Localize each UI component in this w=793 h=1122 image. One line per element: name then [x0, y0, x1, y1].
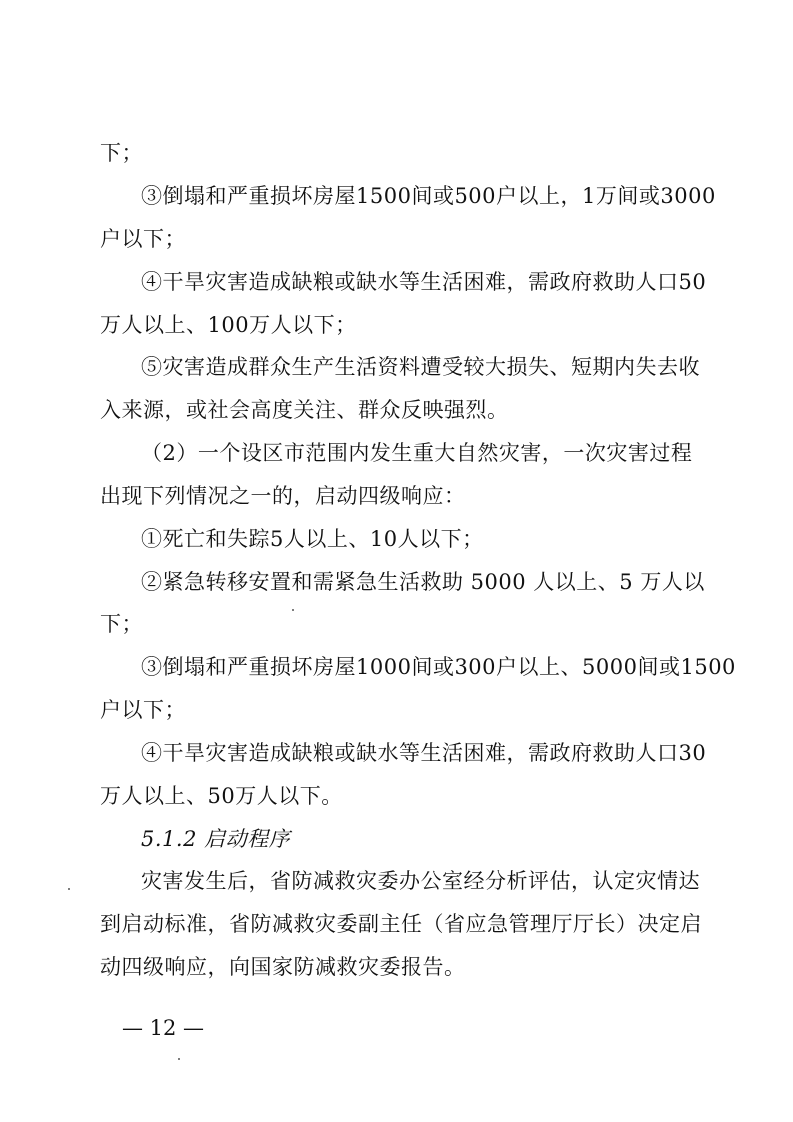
- list-item-line: ④干旱灾害造成缺粮或缺水等生活困难，需政府救助人口30: [141, 741, 707, 765]
- text-line: 万人以上、50万人以下。: [100, 784, 343, 808]
- text-line: 到启动标准，省防减救灾委副主任（省应急管理厅厅长）决定启: [100, 912, 702, 936]
- text-line: 出现下列情况之一的，启动四级响应：: [100, 484, 466, 508]
- text-line: 户以下；: [100, 698, 186, 722]
- text-line: 入来源，或社会高度关注、群众反映强烈。: [100, 398, 509, 422]
- list-item-line: ③倒塌和严重损坏房屋1000间或300户以上、5000间或1500: [141, 655, 736, 679]
- text-line: 下；: [100, 141, 143, 165]
- text-line: 万人以上、100万人以下；: [100, 313, 357, 337]
- list-item-line: ③倒塌和严重损坏房屋1500间或500户以上，1万间或3000: [141, 184, 716, 208]
- scan-speck: [292, 609, 294, 611]
- paragraph-line: （2）一个设区市范围内发生重大自然灾害，一次灾害过程: [141, 441, 693, 465]
- list-item-line: ④干旱灾害造成缺粮或缺水等生活困难，需政府救助人口50: [141, 270, 707, 294]
- text-line: 下；: [100, 612, 143, 636]
- list-item-line: ①死亡和失踪5人以上、10人以下；: [141, 527, 484, 551]
- list-item-line: ⑤灾害造成群众生产生活资料遭受较大损失、短期内失去收: [141, 355, 700, 379]
- text-line: 户以下；: [100, 227, 186, 251]
- text-line: 动四级响应，向国家防减救灾委报告。: [100, 955, 466, 979]
- scan-speck: [178, 1058, 180, 1060]
- section-heading: 5.1.2 启动程序: [141, 827, 291, 851]
- list-item-line: ②紧急转移安置和需紧急生活救助 5000 人以上、5 万人以: [141, 570, 705, 594]
- scan-speck: [68, 888, 70, 890]
- paragraph-line: 灾害发生后，省防减救灾委办公室经分析评估，认定灾情达: [141, 869, 700, 893]
- page-number: — 12 —: [121, 1016, 205, 1040]
